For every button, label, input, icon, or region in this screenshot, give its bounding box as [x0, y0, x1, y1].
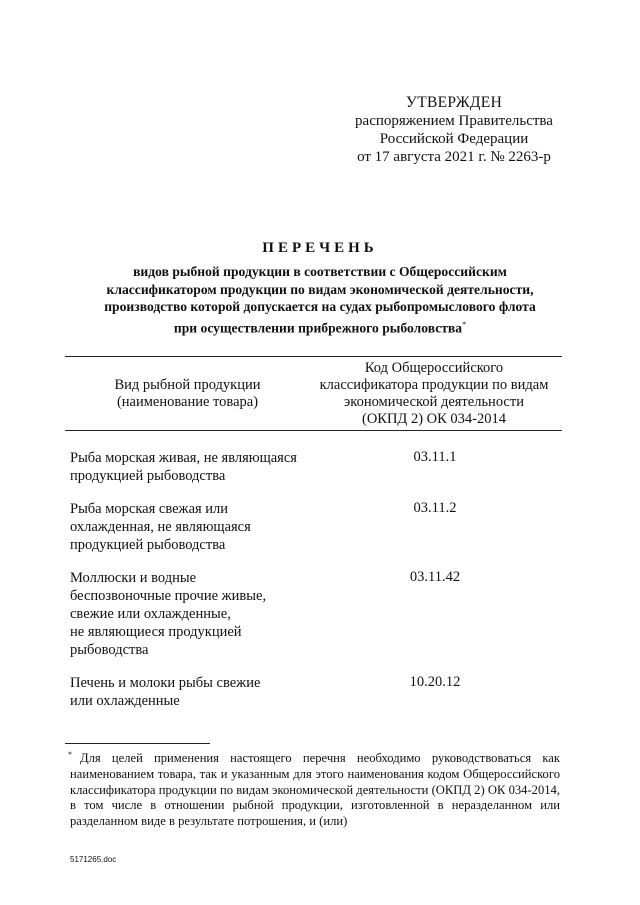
table-row-name: Рыба морская свежая или охлажденная, не являющаяся продукцией рыбоводства: [70, 501, 251, 553]
table-row-name: Печень и молоки рыбы свежие или охлажденные: [70, 675, 261, 709]
table-header-name: Вид рыбной продукции (наименование товара): [114, 377, 261, 410]
approval-line-1: распоряжением Правительства: [355, 113, 553, 129]
footnote-text: Для целей применения настоящего перечня необходимо руководствоваться как наименованием товара, так и указанным для этого наименования кодом Общероссийского классификатора продукции по видам экономической деятельности (ОКПД 2) ОК 034-2014, в том числе в отношении рыбной продукции, изготовленной в неразделанном или разделанном виде в результате потрошения, и (или): [70, 751, 560, 829]
approval-block: [330, 94, 578, 166]
subtitle-line-3: производство которой допускается на судах рыбопромыслового флота: [104, 299, 536, 314]
table-header-rule: [65, 430, 562, 431]
approval-line-3: от 17 августа 2021 г. № 2263-р: [357, 149, 551, 165]
table-row-code: 10.20.12: [409, 674, 461, 690]
table-row-code: 03.11.42: [409, 569, 461, 585]
footnote-ref: *: [462, 319, 467, 329]
footnote-marker: *: [68, 750, 72, 759]
subtitle-line-2: классификатором продукции по видам экономической деятельности,: [106, 281, 534, 297]
subtitle-line-4: при осуществлении прибрежного рыболовства: [173, 320, 463, 336]
table-row-name: Моллюски и водные беспозвоночные прочие живые, свежие или охлажденные, не являющиеся продукцией рыбоводства: [70, 570, 267, 658]
document-number: 5171265.doc: [70, 855, 117, 864]
page-title: ПЕРЕЧЕНЬ: [262, 240, 378, 256]
table-header-code: Код Общероссийского классификатора продукции по видам экономической деятельности (ОКПД 2) ОК 034-2014: [319, 360, 549, 427]
table-row-code: 03.11.2: [413, 500, 457, 516]
approval-head: УТВЕРЖДЕН: [405, 94, 503, 111]
table-top-rule: [65, 356, 562, 357]
table-row-name: Рыба морская живая, не являющаяся продукцией рыбоводства: [70, 450, 297, 484]
subtitle-line-1: видов рыбной продукции в соответствии с Общероссийским: [133, 264, 507, 279]
footnote-divider: [65, 743, 210, 744]
table-row-code: 03.11.1: [413, 449, 457, 465]
document-subtitle: [60, 263, 580, 337]
approval-line-2: Российской Федерации: [379, 131, 529, 147]
